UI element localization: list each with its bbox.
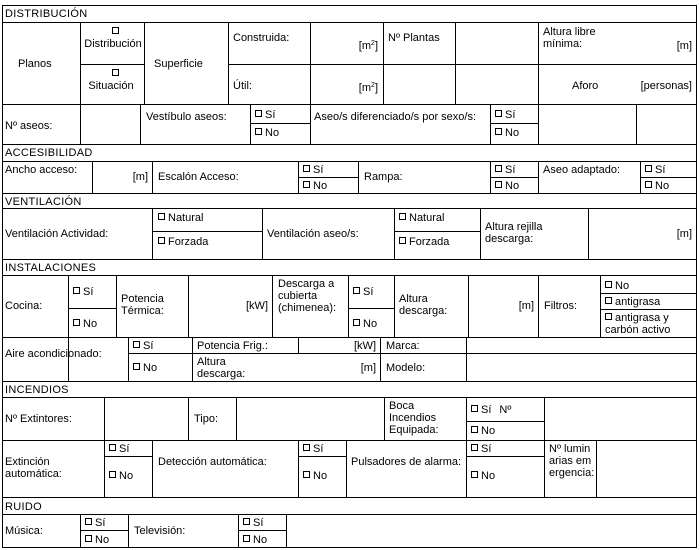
descarga-cubierta-no-option[interactable]: No <box>353 318 377 330</box>
ventilacion-actividad-natural-option[interactable]: Natural <box>158 212 203 224</box>
section-instalaciones: INSTALACIONES <box>5 262 97 274</box>
cocina-label: Cocina: <box>5 300 43 312</box>
musica-label: Música: <box>5 525 43 537</box>
potencia-termica-label: Potencia Térmica: <box>121 293 164 317</box>
potencia-frig-label: Potencia Frig.: <box>197 340 268 352</box>
checkbox-icon <box>471 426 478 433</box>
descarga-cubierta-si-option[interactable]: Sí <box>353 286 373 298</box>
checkbox-icon <box>605 297 612 304</box>
checkbox-icon <box>399 237 406 244</box>
altura-descarga-aire-unit: [m] <box>360 362 376 374</box>
cocina-no-option[interactable]: No <box>73 318 97 330</box>
filtros-antigrasa-carbon-option[interactable]: antigrasa y carbón activo <box>605 312 671 336</box>
altura-descarga-unit: [m] <box>518 300 534 312</box>
altura-rejilla-label: Altura rejilla descarga: <box>485 221 543 245</box>
aseos-diferenciados-si-option[interactable]: Sí <box>495 109 515 121</box>
television-si-option[interactable]: Sí <box>243 517 263 529</box>
musica-si-option[interactable]: Sí <box>85 517 105 529</box>
checkbox-icon <box>303 181 310 188</box>
aire-acondicionado-label: Aire acondicionado: <box>5 348 102 360</box>
marca-label: Marca: <box>386 340 420 352</box>
deteccion-no-option[interactable]: No <box>303 470 327 482</box>
section-incendios: INCENDIOS <box>5 384 69 396</box>
altura-descarga-aire-label: Altura descarga: <box>197 356 246 380</box>
ventilacion-actividad-label: Ventilación Actividad: <box>5 228 109 240</box>
altura-descarga-label: Altura descarga: <box>399 293 448 317</box>
ancho-acceso-unit: [m] <box>132 171 148 183</box>
checkbox-icon <box>243 518 250 525</box>
planos-label: Planos <box>18 58 52 70</box>
section-accesibilidad: ACCESIBILIDAD <box>5 147 93 159</box>
pulsadores-no-option[interactable]: No <box>471 470 495 482</box>
aseo-adaptado-no-option[interactable]: No <box>645 180 669 192</box>
checkbox-icon <box>158 213 165 220</box>
altura-rejilla-unit: [m] <box>676 228 692 240</box>
situacion-option-label: Situación <box>88 80 134 92</box>
checkbox-icon <box>85 535 92 542</box>
checkbox-icon <box>495 110 502 117</box>
n-aseos-label: Nº aseos: <box>5 120 53 132</box>
checkbox-icon <box>255 128 262 135</box>
checkbox-icon <box>303 165 310 172</box>
rampa-si-option[interactable]: Sí <box>495 164 515 176</box>
musica-no-option[interactable]: No <box>85 534 109 546</box>
modelo-label: Modelo: <box>386 362 426 374</box>
aseos-diferenciados-label: Aseo/s diferenciado/s por sexo/s: <box>314 111 477 123</box>
escalon-si-option[interactable]: Sí <box>303 164 323 176</box>
boca-si-option[interactable]: Sí Nº <box>471 404 511 416</box>
cocina-si-option[interactable]: Sí <box>73 286 93 298</box>
checkbox-icon <box>109 471 116 478</box>
deteccion-si-option[interactable]: Sí <box>303 443 323 455</box>
checkbox-icon <box>645 181 652 188</box>
checkbox-icon <box>605 281 612 288</box>
ventilacion-aseos-label: Ventilación aseo/s: <box>267 228 359 240</box>
checkbox-icon <box>303 471 310 478</box>
escalon-no-option[interactable]: No <box>303 180 327 192</box>
altura-libre-unit: [m] <box>676 40 692 52</box>
escalon-label: Escalón Acceso: <box>158 171 239 183</box>
aforo-unit: [personas] <box>640 80 692 92</box>
rampa-no-option[interactable]: No <box>495 180 519 192</box>
extintores-label: Nº Extintores: <box>5 413 72 425</box>
ventilacion-actividad-forzada-option[interactable]: Forzada <box>158 236 208 248</box>
util-label: Útil: <box>233 80 252 92</box>
superficie-label: Superficie <box>154 58 203 70</box>
vestibulo-no-option[interactable]: No <box>255 127 279 139</box>
altura-libre-label: Altura libre mínima: <box>543 26 596 50</box>
aseo-adaptado-label: Aseo adaptado: <box>543 164 621 176</box>
ancho-acceso-label: Ancho acceso: <box>5 164 78 176</box>
potencia-termica-unit: [kW] <box>246 300 268 312</box>
boca-no-option[interactable]: No <box>471 425 495 437</box>
extincion-no-option[interactable]: No <box>109 470 133 482</box>
section-distribucion: DISTRIBUCIÓN <box>5 8 88 20</box>
extincion-si-option[interactable]: Sí <box>109 443 129 455</box>
distribucion-checkbox[interactable] <box>88 26 142 38</box>
checkbox-icon <box>73 319 80 326</box>
checkbox-icon <box>399 213 406 220</box>
aseos-diferenciados-no-option[interactable]: No <box>495 127 519 139</box>
television-label: Televisión: <box>134 525 186 537</box>
distribucion-option-label: Distribución <box>84 38 142 50</box>
checkbox-icon <box>133 341 140 348</box>
vestibulo-si-option[interactable]: Sí <box>255 109 275 121</box>
aire-si-option[interactable]: Sí <box>133 340 153 352</box>
construida-unit: $[m^2]$ <box>358 40 378 52</box>
section-ventilacion: VENTILACIÓN <box>5 196 82 208</box>
checkbox-icon <box>495 181 502 188</box>
checkbox-icon <box>303 444 310 451</box>
checkbox-icon <box>471 405 478 412</box>
checkbox-icon <box>255 110 262 117</box>
checkbox-icon <box>243 535 250 542</box>
checkbox-icon <box>605 313 612 320</box>
checkbox-icon <box>85 518 92 525</box>
checkbox-icon <box>109 444 116 451</box>
aire-no-option[interactable]: No <box>133 362 157 374</box>
deteccion-automatica-label: Detección automática: <box>158 456 267 468</box>
checkbox-icon <box>353 319 360 326</box>
filtros-label: Filtros: <box>544 300 577 312</box>
luminarias-emergencia-label: Nº luminarias emergencia: <box>549 443 595 479</box>
checkbox-icon <box>73 287 80 294</box>
section-ruido: RUIDO <box>5 501 42 513</box>
checkbox-icon <box>645 165 652 172</box>
tipo-label: Tipo: <box>194 413 219 425</box>
aforo-label: Aforo <box>572 80 599 92</box>
checkbox-icon <box>353 287 360 294</box>
ventilacion-aseos-forzada-option[interactable]: Forzada <box>399 236 449 248</box>
extincion-automatica-label: Extinción automática: <box>5 456 62 480</box>
boca-incendios-label: Boca Incendios Equipada: <box>389 400 439 436</box>
checkbox-icon <box>112 69 119 76</box>
aseo-adaptado-si-option[interactable]: Sí <box>645 164 665 176</box>
rampa-label: Rampa: <box>364 171 403 183</box>
checkbox-icon <box>471 444 478 451</box>
construida-label: Construida: <box>233 32 290 44</box>
descarga-cubierta-label: Descarga a cubierta (chimenea): <box>278 278 337 314</box>
filtros-antigrasa-option[interactable]: antigrasa <box>605 296 660 308</box>
television-no-option[interactable]: No <box>243 534 267 546</box>
situacion-checkbox[interactable] <box>88 68 142 80</box>
pulsadores-si-option[interactable]: Sí <box>471 443 491 455</box>
n-plantas-label: Nº Plantas <box>388 32 440 44</box>
checkbox-icon <box>495 128 502 135</box>
ventilacion-aseos-natural-option[interactable]: Natural <box>399 212 444 224</box>
checkbox-icon <box>471 471 478 478</box>
checkbox-icon <box>495 165 502 172</box>
checkbox-icon <box>133 363 140 370</box>
filtros-no-option[interactable]: No <box>605 280 629 292</box>
checkbox-icon <box>158 237 165 244</box>
potencia-frig-unit: [kW] <box>354 340 376 352</box>
checkbox-icon <box>112 27 119 34</box>
util-unit: $[m^2]$ <box>358 82 378 94</box>
vestibulo-label: Vestíbulo aseos: <box>146 111 227 123</box>
pulsadores-alarma-label: Pulsadores de alarma: <box>351 456 462 468</box>
